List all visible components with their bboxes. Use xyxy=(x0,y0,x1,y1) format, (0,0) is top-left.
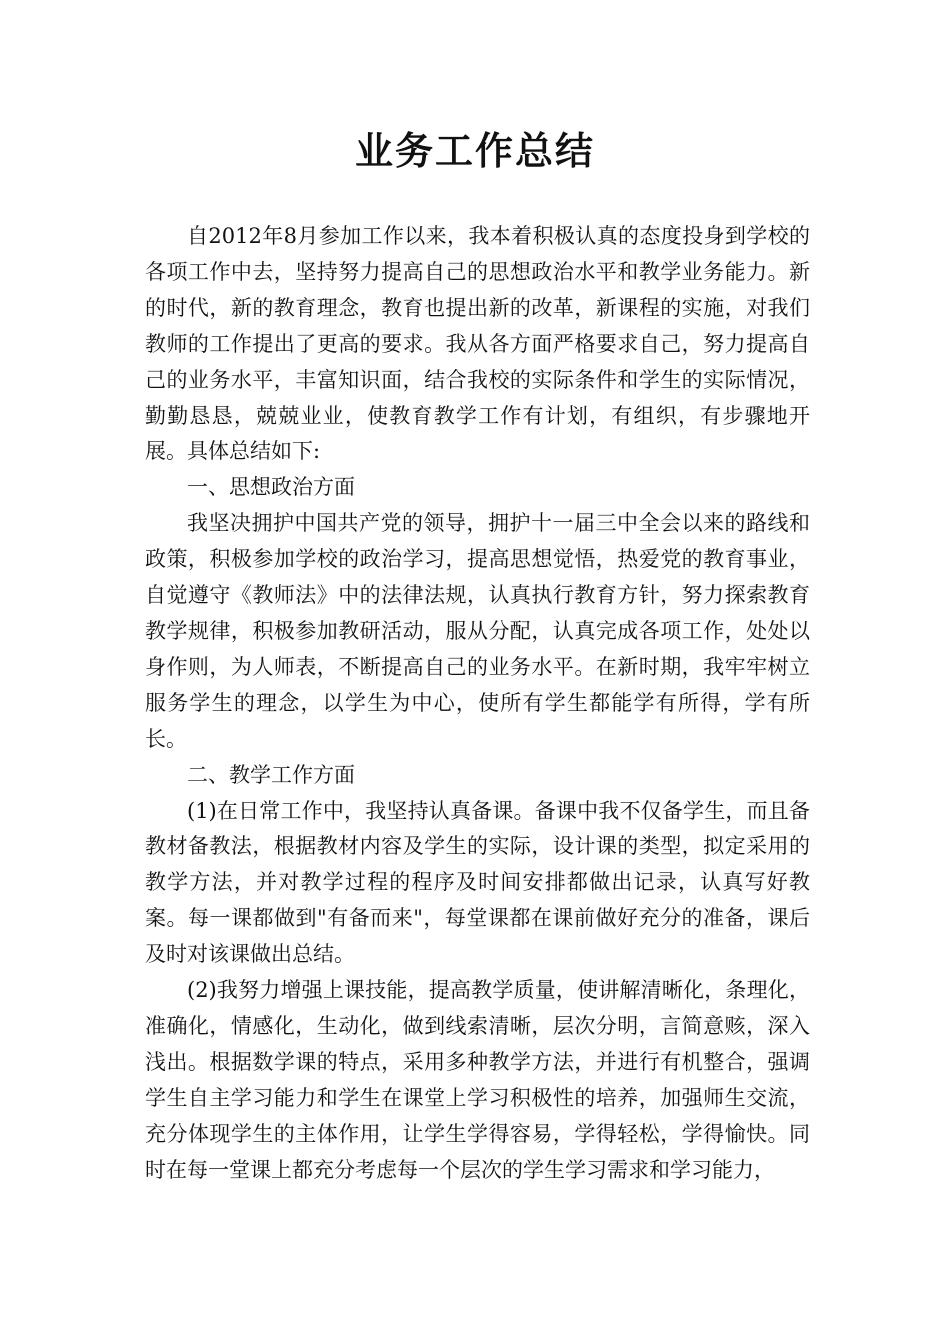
paragraph-teaching-1: (1)在日常工作中，我坚持认真备课。备课中我不仅备学生，而且备教材备教法，根据教材内容及学生的实际，设计课的类型，拟定采用的教学方法，并对教学过程的程序及时间安排都做出记录，认真写好教案。每一课都做到"有备而来"，每堂课都在课前做好充分的准备，课后及时对该课做出总结。 xyxy=(145,798,810,967)
paragraph-intro: 自2012年8月参加工作以来，我本着积极认真的态度投身到学校的各项工作中去，坚持努力提高自己的思想政治水平和教学业务能力。新的时代，新的教育理念，教育也提出新的改革，新课程的实施，对我们教师的工作提出了更高的要求。我从各方面严格要求自己，努力提高自己的业务水平，丰富知识面，结合我校的实际条件和学生的实际情况，勤勤恳恳，兢兢业业，使教育教学工作有计划，有组织，有步骤地开展。具体总结如下: xyxy=(145,224,810,464)
paragraph-teaching-2: (2)我努力增强上课技能，提高教学质量，使讲解清晰化，条理化，准确化，情感化，生动化，做到线索清晰，层次分明，言简意赅，深入浅出。根据数学课的特点，采用多种教学方法，并进行有机整合，强调学生自主学习能力和学生在课堂上学习积极性的培养，加强师生交流，充分体现学生的主体作用，让学生学得容易，学得轻松，学得愉快。同时在每一堂课上都充分考虑每一个层次的学生学习需求和学习能力， xyxy=(145,978,810,1182)
section-heading-political: 一、思想政治方面 xyxy=(187,475,355,500)
document-title: 业务工作总结 xyxy=(354,128,595,173)
document-body xyxy=(145,219,810,1188)
paragraph-political: 我坚决拥护中国共产党的领导，拥护十一届三中全会以来的路线和政策，积极参加学校的政治学习，提高思想觉悟，热爱党的教育事业，自觉遵守《教师法》中的法律法规，认真执行教育方针，努力探索教育教学规律，积极参加教研活动，服从分配，认真完成各项工作，处处以身作则，为人师表，不断提高自己的业务水平。在新时期，我牢牢树立服务学生的理念，以学生为中心，使所有学生都能学有所得，学有所长。 xyxy=(145,511,810,751)
section-heading-teaching: 二、教学工作方面 xyxy=(187,762,355,787)
